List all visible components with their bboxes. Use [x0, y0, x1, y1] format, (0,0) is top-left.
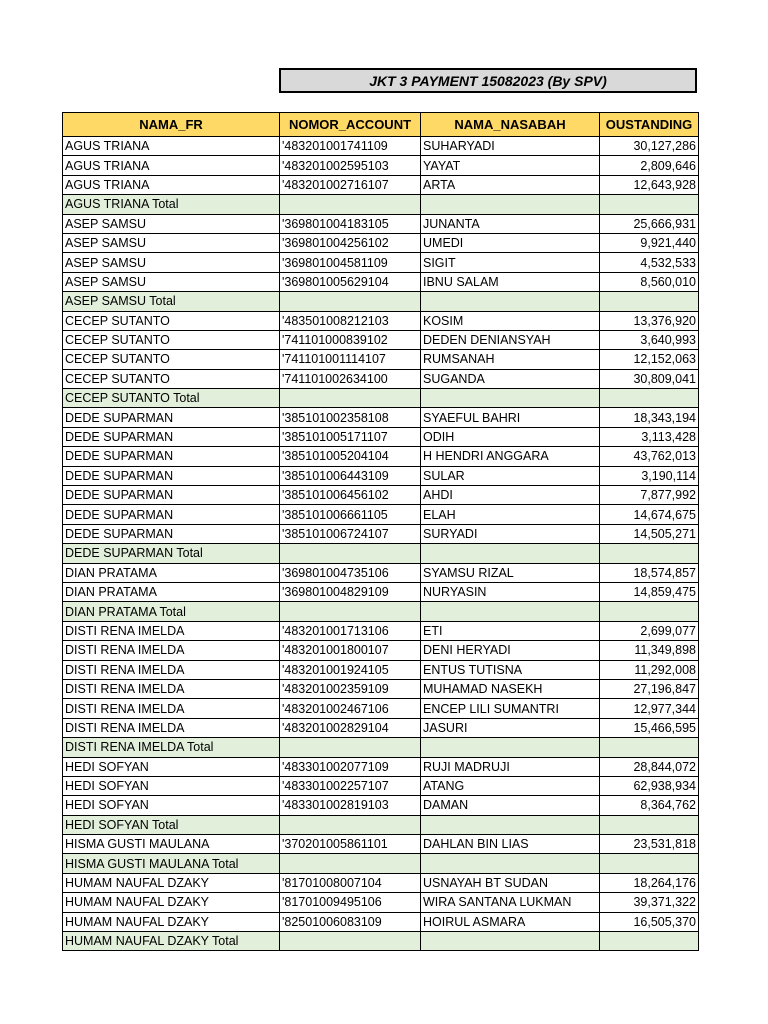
cell-nomor-account[interactable] — [280, 932, 421, 951]
header-oustanding[interactable]: OUSTANDING — [600, 113, 699, 137]
cell-nomor-account[interactable]: '82501006083109 — [280, 912, 421, 931]
table-row — [63, 272, 699, 291]
cell-nomor-account[interactable]: '483501008212103 — [280, 311, 421, 330]
table-row — [63, 563, 699, 582]
payment-table — [62, 112, 699, 951]
cell-nama-nasabah[interactable]: SIGIT — [421, 253, 600, 272]
cell-oustanding[interactable] — [600, 544, 699, 563]
cell-nama-nasabah[interactable]: ODIH — [421, 427, 600, 446]
subtotal-row — [63, 195, 699, 214]
cell-nama-fr[interactable]: CECEP SUTANTO Total — [63, 389, 280, 408]
cell-oustanding[interactable]: 11,349,898 — [600, 641, 699, 660]
cell-nama-nasabah[interactable] — [421, 602, 600, 621]
cell-nama-fr[interactable]: CECEP SUTANTO — [63, 330, 280, 349]
cell-nama-nasabah[interactable]: YAYAT — [421, 156, 600, 175]
cell-nama-nasabah[interactable]: ENCEP LILI SUMANTRI — [421, 699, 600, 718]
table-row — [63, 873, 699, 892]
cell-nomor-account[interactable] — [280, 195, 421, 214]
cell-oustanding[interactable]: 18,343,194 — [600, 408, 699, 427]
cell-nomor-account[interactable]: '483301002257107 — [280, 776, 421, 795]
cell-nama-fr[interactable]: DIAN PRATAMA Total — [63, 602, 280, 621]
cell-nomor-account[interactable]: '483201001800107 — [280, 641, 421, 660]
cell-oustanding[interactable] — [600, 854, 699, 873]
cell-nomor-account[interactable]: '483201002829104 — [280, 718, 421, 737]
cell-oustanding[interactable] — [600, 602, 699, 621]
cell-nama-nasabah[interactable]: UMEDI — [421, 233, 600, 252]
cell-nama-fr[interactable]: DISTI RENA IMELDA — [63, 660, 280, 679]
cell-nama-nasabah[interactable]: ATANG — [421, 776, 600, 795]
cell-nama-nasabah[interactable]: USNAYAH BT SUDAN — [421, 873, 600, 892]
cell-nomor-account[interactable]: '385101006661105 — [280, 505, 421, 524]
cell-oustanding[interactable]: 9,921,440 — [600, 233, 699, 252]
table-row — [63, 466, 699, 485]
header-nama-fr[interactable]: NAMA_FR — [63, 113, 280, 137]
cell-nomor-account[interactable]: '385101006456102 — [280, 486, 421, 505]
cell-nama-nasabah[interactable]: DAMAN — [421, 796, 600, 815]
cell-nama-fr[interactable]: HUMAM NAUFAL DZAKY — [63, 893, 280, 912]
table-row — [63, 776, 699, 795]
cell-oustanding[interactable]: 12,643,928 — [600, 175, 699, 194]
cell-nama-nasabah[interactable] — [421, 738, 600, 757]
table-row — [63, 214, 699, 233]
cell-nama-fr[interactable]: AGUS TRIANA — [63, 137, 280, 156]
cell-nama-nasabah[interactable]: AHDI — [421, 486, 600, 505]
cell-nama-fr[interactable]: ASEP SAMSU — [63, 233, 280, 252]
subtotal-row — [63, 389, 699, 408]
cell-nama-fr[interactable]: ASEP SAMSU — [63, 253, 280, 272]
cell-oustanding[interactable]: 14,674,675 — [600, 505, 699, 524]
cell-nama-fr[interactable]: DEDE SUPARMAN — [63, 466, 280, 485]
cell-oustanding[interactable]: 18,574,857 — [600, 563, 699, 582]
cell-nomor-account[interactable]: '741101002634100 — [280, 369, 421, 388]
cell-oustanding[interactable]: 62,938,934 — [600, 776, 699, 795]
table-row — [63, 660, 699, 679]
table-row — [63, 757, 699, 776]
cell-nama-fr[interactable]: HEDI SOFYAN — [63, 776, 280, 795]
cell-nama-fr[interactable]: DEDE SUPARMAN Total — [63, 544, 280, 563]
cell-nomor-account[interactable]: '81701009495106 — [280, 893, 421, 912]
cell-oustanding[interactable]: 8,364,762 — [600, 796, 699, 815]
cell-nama-nasabah[interactable]: DENI HERYADI — [421, 641, 600, 660]
cell-nomor-account[interactable] — [280, 854, 421, 873]
cell-oustanding[interactable]: 14,505,271 — [600, 524, 699, 543]
cell-nama-nasabah[interactable] — [421, 815, 600, 834]
cell-nama-fr[interactable]: HUMAM NAUFAL DZAKY — [63, 912, 280, 931]
cell-oustanding[interactable] — [600, 815, 699, 834]
cell-oustanding[interactable]: 2,809,646 — [600, 156, 699, 175]
cell-nama-nasabah[interactable]: ETI — [421, 621, 600, 640]
cell-nomor-account[interactable]: '483201002359109 — [280, 679, 421, 698]
cell-nomor-account[interactable] — [280, 602, 421, 621]
cell-oustanding[interactable] — [600, 932, 699, 951]
cell-nomor-account[interactable]: '369801004829109 — [280, 582, 421, 601]
table-row — [63, 369, 699, 388]
cell-oustanding[interactable]: 4,532,533 — [600, 253, 699, 272]
table-row — [63, 408, 699, 427]
cell-nama-nasabah[interactable]: SYAMSU RIZAL — [421, 563, 600, 582]
cell-nomor-account[interactable] — [280, 292, 421, 311]
cell-nama-nasabah[interactable]: JUNANTA — [421, 214, 600, 233]
cell-oustanding[interactable] — [600, 389, 699, 408]
cell-nama-fr[interactable]: HISMA GUSTI MAULANA Total — [63, 854, 280, 873]
cell-nama-fr[interactable]: DEDE SUPARMAN — [63, 505, 280, 524]
cell-nama-fr[interactable]: HEDI SOFYAN — [63, 757, 280, 776]
table-row — [63, 447, 699, 466]
header-row — [63, 113, 699, 137]
cell-nama-nasabah[interactable]: IBNU SALAM — [421, 272, 600, 291]
cell-oustanding[interactable]: 30,127,286 — [600, 137, 699, 156]
table-row — [63, 524, 699, 543]
cell-oustanding[interactable]: 16,505,370 — [600, 912, 699, 931]
cell-nama-fr[interactable]: HUMAM NAUFAL DZAKY — [63, 873, 280, 892]
cell-nomor-account[interactable]: '483201001924105 — [280, 660, 421, 679]
cell-nama-fr[interactable]: DIAN PRATAMA — [63, 582, 280, 601]
cell-nomor-account[interactable] — [280, 389, 421, 408]
sheet-title: JKT 3 PAYMENT 15082023 (By SPV) — [279, 68, 697, 93]
cell-nomor-account[interactable]: '483201001713106 — [280, 621, 421, 640]
cell-nama-nasabah[interactable] — [421, 854, 600, 873]
cell-nama-fr[interactable]: ASEP SAMSU Total — [63, 292, 280, 311]
cell-nomor-account[interactable]: '369801005629104 — [280, 272, 421, 291]
cell-oustanding[interactable]: 8,560,010 — [600, 272, 699, 291]
cell-nomor-account[interactable]: '385101005171107 — [280, 427, 421, 446]
cell-nomor-account[interactable]: '81701008007104 — [280, 873, 421, 892]
cell-nama-fr[interactable]: DISTI RENA IMELDA — [63, 679, 280, 698]
table-row — [63, 137, 699, 156]
cell-nama-fr[interactable]: DEDE SUPARMAN — [63, 524, 280, 543]
cell-nama-fr[interactable]: AGUS TRIANA — [63, 156, 280, 175]
cell-nama-fr[interactable]: CECEP SUTANTO — [63, 311, 280, 330]
cell-oustanding[interactable]: 3,640,993 — [600, 330, 699, 349]
cell-oustanding[interactable]: 2,699,077 — [600, 621, 699, 640]
cell-nomor-account[interactable]: '741101001114107 — [280, 350, 421, 369]
cell-nomor-account[interactable]: '483301002819103 — [280, 796, 421, 815]
cell-nama-fr[interactable]: AGUS TRIANA Total — [63, 195, 280, 214]
cell-oustanding[interactable]: 15,466,595 — [600, 718, 699, 737]
table-row — [63, 350, 699, 369]
cell-nama-nasabah[interactable]: H HENDRI ANGGARA — [421, 447, 600, 466]
cell-nama-fr[interactable]: ASEP SAMSU — [63, 272, 280, 291]
cell-nama-fr[interactable]: HEDI SOFYAN — [63, 796, 280, 815]
table-row — [63, 641, 699, 660]
cell-nomor-account[interactable]: '369801004183105 — [280, 214, 421, 233]
cell-nama-fr[interactable]: DISTI RENA IMELDA — [63, 641, 280, 660]
cell-oustanding[interactable]: 28,844,072 — [600, 757, 699, 776]
cell-oustanding[interactable] — [600, 292, 699, 311]
cell-nama-nasabah[interactable]: SURYADI — [421, 524, 600, 543]
cell-nama-fr[interactable]: DEDE SUPARMAN — [63, 427, 280, 446]
cell-oustanding[interactable] — [600, 738, 699, 757]
cell-oustanding[interactable]: 12,152,063 — [600, 350, 699, 369]
cell-nama-nasabah[interactable] — [421, 389, 600, 408]
cell-nama-nasabah[interactable] — [421, 195, 600, 214]
table-row — [63, 893, 699, 912]
cell-nomor-account[interactable]: '369801004256102 — [280, 233, 421, 252]
cell-nama-nasabah[interactable]: ENTUS TUTISNA — [421, 660, 600, 679]
cell-oustanding[interactable]: 43,762,013 — [600, 447, 699, 466]
cell-nomor-account[interactable]: '385101006724107 — [280, 524, 421, 543]
cell-nomor-account[interactable]: '741101000839102 — [280, 330, 421, 349]
cell-oustanding[interactable]: 25,666,931 — [600, 214, 699, 233]
cell-nomor-account[interactable]: '385101005204104 — [280, 447, 421, 466]
table-row — [63, 175, 699, 194]
subtotal-row — [63, 932, 699, 951]
cell-nama-fr[interactable]: DEDE SUPARMAN — [63, 486, 280, 505]
cell-nama-fr[interactable]: DEDE SUPARMAN — [63, 408, 280, 427]
cell-oustanding[interactable]: 14,859,475 — [600, 582, 699, 601]
cell-nomor-account[interactable] — [280, 815, 421, 834]
table-row — [63, 835, 699, 854]
cell-nomor-account[interactable]: '385101002358108 — [280, 408, 421, 427]
table-row — [63, 582, 699, 601]
cell-nama-nasabah[interactable]: KOSIM — [421, 311, 600, 330]
table-row — [63, 330, 699, 349]
cell-nomor-account[interactable]: '483301002077109 — [280, 757, 421, 776]
table-row — [63, 718, 699, 737]
table-row — [63, 253, 699, 272]
cell-nama-nasabah[interactable]: WIRA SANTANA LUKMAN — [421, 893, 600, 912]
cell-oustanding[interactable]: 7,877,992 — [600, 486, 699, 505]
cell-nama-fr[interactable]: DEDE SUPARMAN — [63, 447, 280, 466]
cell-nama-fr[interactable]: HUMAM NAUFAL DZAKY Total — [63, 932, 280, 951]
cell-nama-nasabah[interactable]: SUHARYADI — [421, 137, 600, 156]
table-row — [63, 796, 699, 815]
cell-nomor-account[interactable]: '483201002467106 — [280, 699, 421, 718]
cell-oustanding[interactable]: 11,292,008 — [600, 660, 699, 679]
cell-nama-nasabah[interactable]: DEDEN DENIANSYAH — [421, 330, 600, 349]
cell-nama-fr[interactable]: DISTI RENA IMELDA — [63, 621, 280, 640]
header-nomor-account[interactable]: NOMOR_ACCOUNT — [280, 113, 421, 137]
cell-nama-nasabah[interactable]: RUJI MADRUJI — [421, 757, 600, 776]
cell-oustanding[interactable] — [600, 195, 699, 214]
cell-nama-fr[interactable]: ASEP SAMSU — [63, 214, 280, 233]
cell-oustanding[interactable]: 3,113,428 — [600, 427, 699, 446]
header-nama-nasabah[interactable]: NAMA_NASABAH — [421, 113, 600, 137]
cell-oustanding[interactable]: 27,196,847 — [600, 679, 699, 698]
cell-oustanding[interactable]: 30,809,041 — [600, 369, 699, 388]
cell-nama-fr[interactable]: AGUS TRIANA — [63, 175, 280, 194]
cell-nama-nasabah[interactable]: ELAH — [421, 505, 600, 524]
cell-nama-fr[interactable]: HISMA GUSTI MAULANA — [63, 835, 280, 854]
cell-nama-fr[interactable]: CECEP SUTANTO — [63, 350, 280, 369]
cell-nama-fr[interactable]: DISTI RENA IMELDA Total — [63, 738, 280, 757]
subtotal-row — [63, 544, 699, 563]
cell-nama-fr[interactable]: HEDI SOFYAN Total — [63, 815, 280, 834]
table-row — [63, 912, 699, 931]
cell-nama-fr[interactable]: CECEP SUTANTO — [63, 369, 280, 388]
cell-nama-nasabah[interactable]: HOIRUL ASMARA — [421, 912, 600, 931]
cell-nama-nasabah[interactable]: DAHLAN BIN LIAS — [421, 835, 600, 854]
cell-nama-nasabah[interactable]: SYAEFUL BAHRI — [421, 408, 600, 427]
cell-nomor-account[interactable]: '369801004581109 — [280, 253, 421, 272]
table-row — [63, 427, 699, 446]
cell-oustanding[interactable]: 13,376,920 — [600, 311, 699, 330]
cell-nama-fr[interactable]: DISTI RENA IMELDA — [63, 699, 280, 718]
table-row — [63, 311, 699, 330]
cell-nomor-account[interactable]: '369801004735106 — [280, 563, 421, 582]
table-row — [63, 505, 699, 524]
table-row — [63, 156, 699, 175]
table-row — [63, 621, 699, 640]
cell-nama-nasabah[interactable] — [421, 292, 600, 311]
cell-nomor-account[interactable] — [280, 544, 421, 563]
cell-nama-nasabah[interactable] — [421, 932, 600, 951]
cell-nomor-account[interactable]: '370201005861101 — [280, 835, 421, 854]
cell-nama-nasabah[interactable]: NURYASIN — [421, 582, 600, 601]
table-row — [63, 699, 699, 718]
table-row — [63, 486, 699, 505]
cell-nama-fr[interactable]: DISTI RENA IMELDA — [63, 718, 280, 737]
cell-nama-fr[interactable]: DIAN PRATAMA — [63, 563, 280, 582]
cell-nomor-account[interactable] — [280, 738, 421, 757]
cell-nomor-account[interactable]: '483201002595103 — [280, 156, 421, 175]
cell-nomor-account[interactable]: '385101006443109 — [280, 466, 421, 485]
cell-nama-nasabah[interactable]: JASURI — [421, 718, 600, 737]
cell-oustanding[interactable]: 39,371,322 — [600, 893, 699, 912]
cell-nama-nasabah[interactable]: RUMSANAH — [421, 350, 600, 369]
cell-nama-nasabah[interactable]: SULAR — [421, 466, 600, 485]
cell-nama-nasabah[interactable]: MUHAMAD NASEKH — [421, 679, 600, 698]
subtotal-row — [63, 292, 699, 311]
cell-oustanding[interactable]: 23,531,818 — [600, 835, 699, 854]
subtotal-row — [63, 815, 699, 834]
cell-oustanding[interactable]: 3,190,114 — [600, 466, 699, 485]
cell-oustanding[interactable]: 18,264,176 — [600, 873, 699, 892]
cell-oustanding[interactable]: 12,977,344 — [600, 699, 699, 718]
cell-nama-nasabah[interactable]: SUGANDA — [421, 369, 600, 388]
subtotal-row — [63, 854, 699, 873]
table-row — [63, 679, 699, 698]
cell-nomor-account[interactable]: '483201002716107 — [280, 175, 421, 194]
subtotal-row — [63, 738, 699, 757]
table-row — [63, 233, 699, 252]
cell-nama-nasabah[interactable] — [421, 544, 600, 563]
cell-nomor-account[interactable]: '483201001741109 — [280, 137, 421, 156]
subtotal-row — [63, 602, 699, 621]
cell-nama-nasabah[interactable]: ARTA — [421, 175, 600, 194]
